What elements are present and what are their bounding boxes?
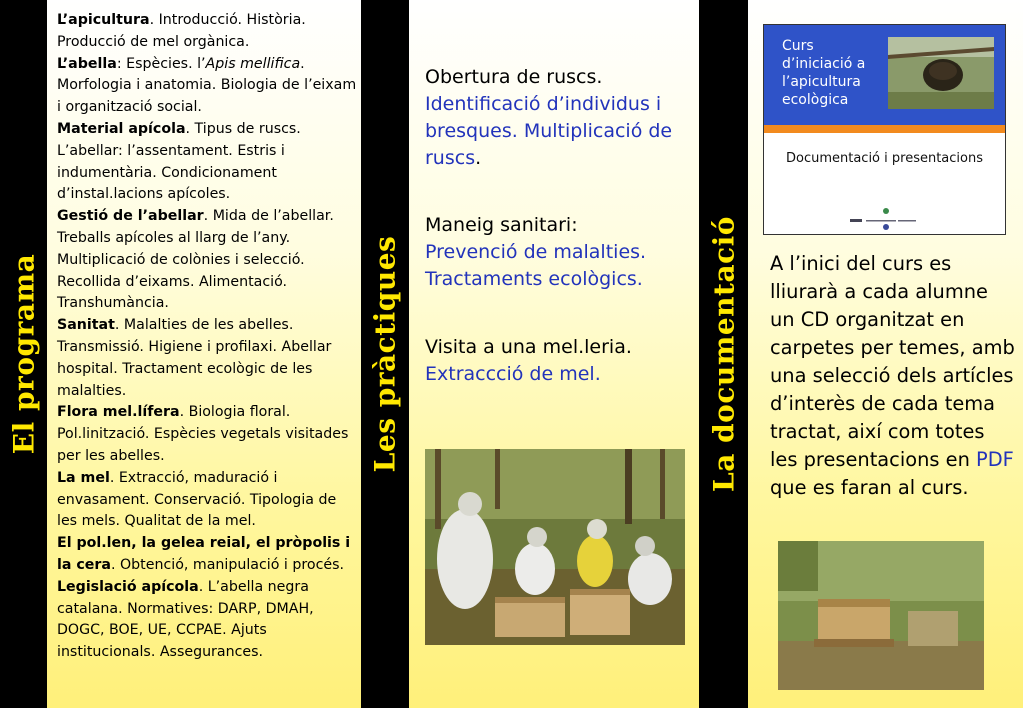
practiques-title: Les pràctiques <box>368 235 402 473</box>
documentation-body: A l’inici del curs es lliurarà a cada alumne un CD organitzat en carpetes per temes, amb una selecció dels artícles d’interès de cada tema tractat, així com totes les presentacions en <box>770 252 1015 471</box>
beekeepers-photo <box>425 449 685 645</box>
practice-detail: Identificació d’individus i bresques. Multiplicació de ruscs <box>425 93 673 169</box>
programa-item-topic: Sanitat <box>57 317 115 334</box>
programa-item-detail: . Obtenció, manipulació i procés. <box>110 556 345 573</box>
programa-list <box>57 10 357 664</box>
programa-item-topic: El pol.len, la gelea reial, el pròpolis i la cera <box>57 535 351 573</box>
pdf-label: PDF <box>976 448 1014 471</box>
programa-item <box>57 577 357 664</box>
programa-item-topic: Flora mel.lífera <box>57 404 180 421</box>
programa-title: El programa <box>7 253 40 455</box>
programa-panel <box>47 0 361 708</box>
beehive-photo <box>778 541 984 690</box>
programa-item <box>57 10 357 54</box>
programa-item <box>57 54 357 119</box>
programa-item-topic: Material apícola <box>57 120 186 137</box>
cover-swarm-photo <box>888 37 994 109</box>
cover-divider <box>764 125 1005 133</box>
programa-item <box>57 533 357 577</box>
programa-item-topic: La mel <box>57 469 110 486</box>
documentacio-panel <box>748 0 1023 708</box>
documentacio-title: La documentació <box>707 216 740 492</box>
practice-detail: Extraccció de mel. <box>425 363 601 385</box>
programa-strip <box>0 0 47 708</box>
practice-detail-end: . <box>475 147 482 169</box>
programa-item-topic: Gestió de l’abellar <box>57 208 204 225</box>
programa-item <box>57 468 357 533</box>
programa-item-detail: . Introducció. Història. Producció de mel orgànica. <box>57 12 306 50</box>
programa-item-italic: Apis mellifica <box>205 55 301 72</box>
practice-block-1 <box>425 64 697 172</box>
documentation-body-end: que es faran al curs. <box>770 476 969 499</box>
practice-block-2 <box>425 212 697 293</box>
programa-item-detail: . Biologia floral. Pol.linització. Espècies vegetals visitades per les abelles. <box>57 404 349 464</box>
practiques-strip <box>361 0 409 708</box>
documentacio-strip <box>699 0 748 708</box>
cover-subtitle: Documentació i presentacions <box>785 151 983 166</box>
documentation-text <box>770 250 1015 502</box>
programa-item-detail: . Malalties de les abelles. Transmissió. Higiene i profilaxi. Abellar hospital. Tractament ecològic de les malalties. <box>57 317 332 399</box>
programa-item-topic: L’abella <box>57 55 117 72</box>
practice-heading: Maneig sanitari: <box>425 214 578 236</box>
practice-block-3 <box>425 334 697 388</box>
practice-detail: Prevenció de malalties. Tractaments ecològics. <box>425 241 647 290</box>
cd-cover <box>763 24 1006 235</box>
programa-item-detail: . Morfologia i anatomia. Biologia de l’eixam i organització social. <box>57 55 357 116</box>
programa-item <box>57 119 357 206</box>
programa-item-detail: . Tipus de ruscs. L’abellar: l’assentament. Estris i indumentària. Condicionament d’instal.lacions apícoles. <box>57 120 301 203</box>
programa-item-topic: Legislació apícola <box>57 578 199 595</box>
programa-item-detail: : Espècies. l’ <box>116 55 206 72</box>
programa-item-detail: . L’abella negra catalana. Normatives: DARP, DMAH, DOGC, BOE, UE, CCPAE. Ajuts institucionals. Assegurances. <box>57 578 314 661</box>
practice-heading: Obertura de ruscs. <box>425 66 603 88</box>
programa-item <box>57 402 357 467</box>
practice-heading: Visita a una mel.leria. <box>425 336 632 358</box>
programa-item-detail: . Mida de l’abellar. Treballs apícoles al llarg de l’any. Multiplicació de colònies i selecció. Recollida d’eixams. Alimentació. Transhumància. <box>57 208 334 312</box>
practiques-panel <box>409 0 699 708</box>
cover-title: Curs d’iniciació a l’apicultura ecològica <box>782 38 866 108</box>
cover-logo <box>848 207 920 231</box>
programa-item-topic: L’apicultura <box>57 12 150 28</box>
programa-item <box>57 206 357 315</box>
programa-item-detail: . Extracció, maduració i envasament. Conservació. Tipologia de les mels. Qualitat de la mel. <box>57 469 337 530</box>
programa-item <box>57 315 357 402</box>
